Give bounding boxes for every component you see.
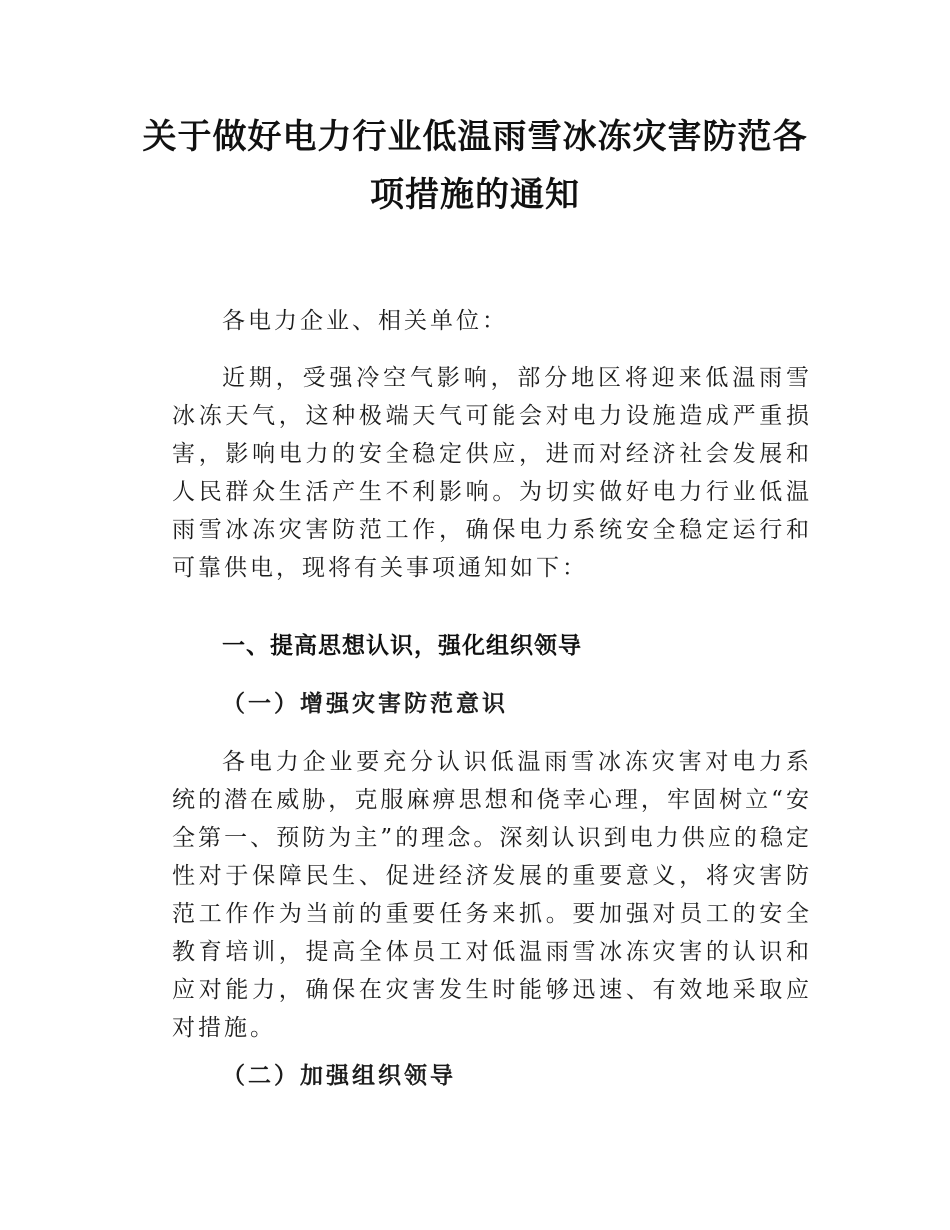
salutation: 各电力企业、相关单位： [222, 308, 508, 334]
subsection-1-heading: （一）增强灾害防范意识 [222, 690, 508, 717]
subsection-2-heading: （二）加强组织领导 [222, 1062, 456, 1089]
document-title: 关于做好电力行业低温雨雪冰冻灾害防范各项措施的通知 [142, 117, 808, 215]
section-1-heading: 一、提高思想认识，强化组织领导 [222, 633, 582, 659]
intro-paragraph: 近期，受强冷空气影响，部分地区将迎来低温雨雪冰冻天气，这种极端天气可能会对电力设施造成严重损害，影响电力的安全稳定供应，进而对经济社会发展和人民群众生活产生不利影响。为切实做好电力行业低温雨雪冰冻灾害防范工作，确保电力系统安全稳定运行和可靠供电，现将有关事项通知如下： [172, 365, 812, 581]
subsection-1-paragraph: 各电力企业要充分认识低温雨雪冰冻灾害对电力系统的潜在威胁，克服麻痹思想和侥幸心理，牢固树立“安全第一、预防为主”的理念。深刻认识到电力供应的稳定性对于保障民生、促进经济发展的重要意义，将灾害防范工作作为当前的重要任务来抓。要加强对员工的安全教育培训，提高全体员工对低温雨雪冰冻灾害的认识和应对能力，确保在灾害发生时能够迅速、有效地采取应对措施。 [172, 749, 812, 1041]
